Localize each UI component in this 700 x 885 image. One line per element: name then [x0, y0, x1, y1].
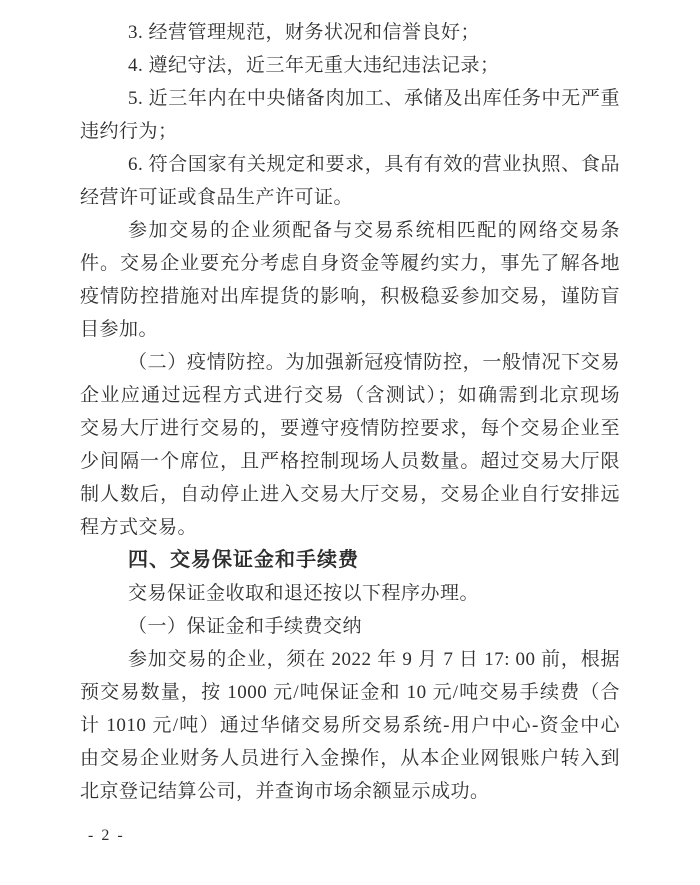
text-line: 程方式交易。: [80, 517, 198, 538]
paragraph: [80, 577, 620, 610]
text-line: 参加交易的企业，须在 2022 年 9 月 7 日 17: 00 前，根据: [128, 649, 620, 670]
text-line: 6. 符合国家有关规定和要求，具有有效的营业执照、食品: [128, 154, 620, 175]
paragraph: [80, 82, 620, 148]
text-line: 少间隔一个席位，且严格控制现场人员数量。超过交易大厅限: [80, 451, 620, 472]
text-line: 件。交易企业要充分考虑自身资金等履约实力，事先了解各地: [80, 253, 620, 274]
text-line: 3. 经营管理规范，财务状况和信誉良好；: [128, 22, 481, 43]
text-line: （二）疫情防控。为加强新冠疫情防控，一般情况下交易: [128, 352, 620, 373]
text-line: 目参加。: [80, 319, 159, 340]
paragraph: [80, 148, 620, 214]
paragraph: [80, 610, 620, 643]
text-line: 4. 遵纪守法，近三年无重大违纪违法记录；: [128, 55, 500, 76]
page-number: - 2 -: [88, 827, 125, 844]
text-line: 交易大厅进行交易的，要遵守疫情防控要求，每个交易企业至: [80, 418, 620, 439]
paragraph: [80, 214, 620, 346]
text-line: 交易保证金收取和退还按以下程序办理。: [128, 583, 480, 604]
text-line: 5. 近三年内在中央储备肉加工、承储及出库任务中无严重: [128, 88, 620, 109]
paragraph: [80, 49, 620, 82]
text-line: 由交易企业财务人员进行入金操作，从本企业网银账户转入到: [80, 748, 620, 769]
text-line: 企业应通过远程方式进行交易（含测试）；如确需到北京现场: [80, 385, 620, 406]
paragraph: [80, 16, 620, 49]
text-line: 四、交易保证金和手续费: [128, 549, 359, 571]
text-line: （一）保证金和手续费交纳: [128, 616, 363, 637]
section-heading: [80, 544, 620, 577]
text-line: 制人数后，自动停止进入交易大厅交易，交易企业自行安排远: [80, 484, 620, 505]
text-line: 经营许可证或食品生产许可证。: [80, 187, 354, 208]
paragraph: [80, 346, 620, 544]
document-body: [80, 16, 620, 808]
text-line: 疫情防控措施对出库提货的影响，积极稳妥参加交易，谨防盲: [80, 286, 620, 307]
text-line: 参加交易的企业须配备与交易系统相匹配的网络交易条: [128, 220, 620, 241]
text-line: 违约行为；: [80, 121, 178, 142]
text-line: 计 1010 元/吨）通过华储交易所交易系统-用户中心-资金中心: [80, 715, 620, 736]
text-line: 北京登记结算公司，并查询市场余额显示成功。: [80, 781, 490, 802]
paragraph: [80, 643, 620, 808]
text-line: 预交易数量，按 1000 元/吨保证金和 10 元/吨交易手续费（合: [80, 682, 620, 703]
